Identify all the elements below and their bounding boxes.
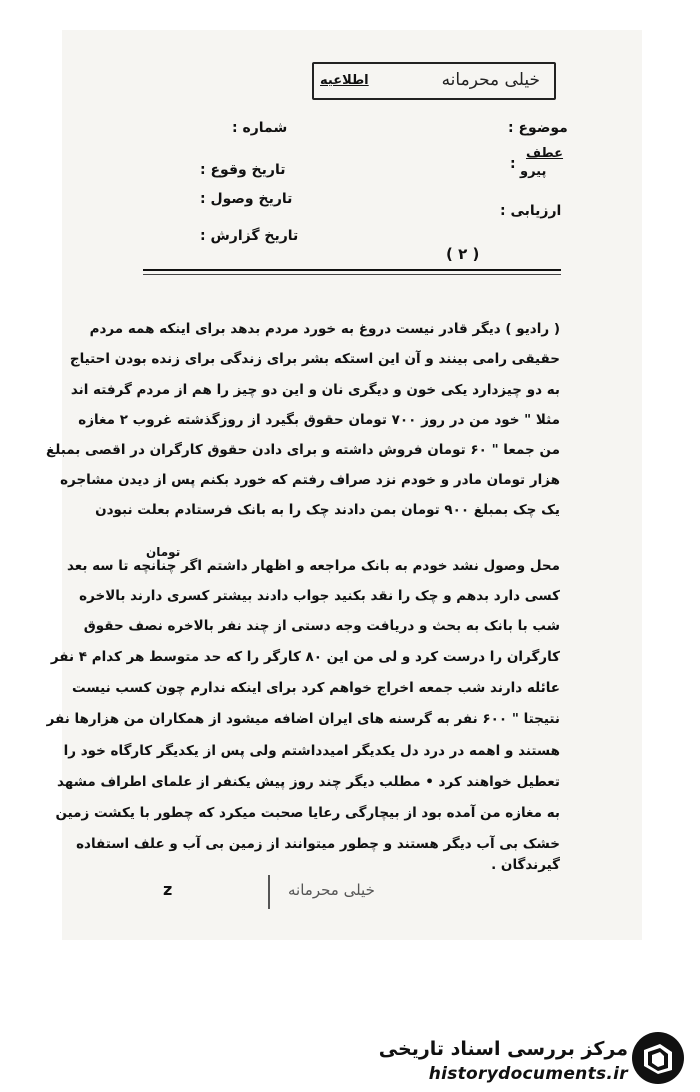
margin-note: تومان xyxy=(146,545,181,559)
reference-label: عطف xyxy=(526,146,564,161)
body-line: محل وصول نشد خودم به بانک مراجعه و اظهار داشتم اگر چنانچه تا سه بعد xyxy=(66,558,560,574)
stamp-handwritten: خیلی محرمانه xyxy=(441,70,540,90)
header-divider-thin xyxy=(143,274,561,275)
body-line: عائله دارند شب جمعه اخراج خواهم کرد برای اینکه ندارم چون کسب نیست xyxy=(72,680,560,696)
archive-logo-icon xyxy=(630,1030,686,1086)
evaluation-label: ارزیابی : xyxy=(500,203,562,219)
body-line: یک چک بمبلغ ۹۰۰ تومان بمن دادند چک را به بانک فرستادم بعلت نبودن xyxy=(95,502,560,518)
signature-text: خیلی محرمانه xyxy=(288,881,375,899)
subject-label: موضوع : xyxy=(508,120,568,136)
body-line: حقیقی رامی بینند و آن این استکه بشر برای زندگی برای زنده بودن احتیاج xyxy=(69,351,560,367)
date-occurred-label: تاریخ وقوع : xyxy=(200,162,286,178)
header-divider xyxy=(143,269,561,271)
followup-label: پیرو xyxy=(520,164,547,179)
date-report-label: تاریخ گزارش : xyxy=(200,228,299,244)
body-line: کسی دارد بدهم و چک را نقد بکنید جواب دادند بیشتر کسری دارند بالاخره xyxy=(79,588,560,604)
body-line: به مغازه من آمده بود از بیچارگی رعایا صحبت میکرد که چطور با یکشت زمین xyxy=(55,805,560,821)
body-line: کارگران را درست کرد و لی من این ۸۰ کارگر را که حد متوسط هر کدام ۴ نفر xyxy=(50,649,560,665)
stamp-label: اطلاعیه xyxy=(320,73,369,88)
signature-stamp xyxy=(268,875,430,909)
body-line: مثلا " خود من در روز ۷۰۰ تومان حقوق بگیرد از روزگذشته غروب ۲ مغازه xyxy=(78,412,560,428)
body-line: من جمعا " ۶۰ تومان فروش داشته و برای دادن حقوق کارگران در اقصی بمبلغ xyxy=(45,442,560,458)
body-line: ( رادیو ) دیگر قادر نیست دروغ به خورد مردم بدهد برای اینکه همه مردم xyxy=(89,321,560,337)
date-received-label: تاریخ وصول : xyxy=(200,191,293,207)
reference-colon: : xyxy=(510,156,516,172)
body-line: خشک بی آب دیگر هستند و چطور میتوانند از زمین بی آب و علف استفاده xyxy=(76,836,560,852)
body-line: نتیجتا " ۶۰۰ نفر به گرسنه های ایران اضافه میشود از همکاران من هزارها نفر xyxy=(46,711,560,727)
body-line: شب با بانک به بحث و دریافت وجه دستی از چند نفر بالاخره نصف حقوق xyxy=(83,618,560,634)
body-line: هزار تومان مادر و خودم نزد صراف رفتم که خورد بکنم پس از دیدن مشاجره xyxy=(60,472,560,488)
classification-stamp xyxy=(312,62,556,100)
archive-url: historydocuments.ir xyxy=(428,1064,628,1084)
body-line: تعطیل خواهند کرد • مطلب دیگر چند روز پیش یکنفر از علمای اطراف مشهد xyxy=(56,774,560,790)
corner-mark: z xyxy=(163,880,173,899)
page-number: ( ۲ ) xyxy=(446,245,480,263)
body-line: به دو چیزدارد یکی خون و دیگری نان و این دو چیز را هم از مردم گرفته اند xyxy=(70,382,560,398)
body-line: هستند و اهمه در درد دل یکدیگر امیدداشتم ولی پس از یکدیگر کارگاه خود را xyxy=(63,743,560,759)
archive-title: مرکز بررسی اسناد تاریخی xyxy=(378,1038,628,1060)
body-line: گیرندگان . xyxy=(491,857,560,873)
number-label: شماره : xyxy=(232,120,288,136)
